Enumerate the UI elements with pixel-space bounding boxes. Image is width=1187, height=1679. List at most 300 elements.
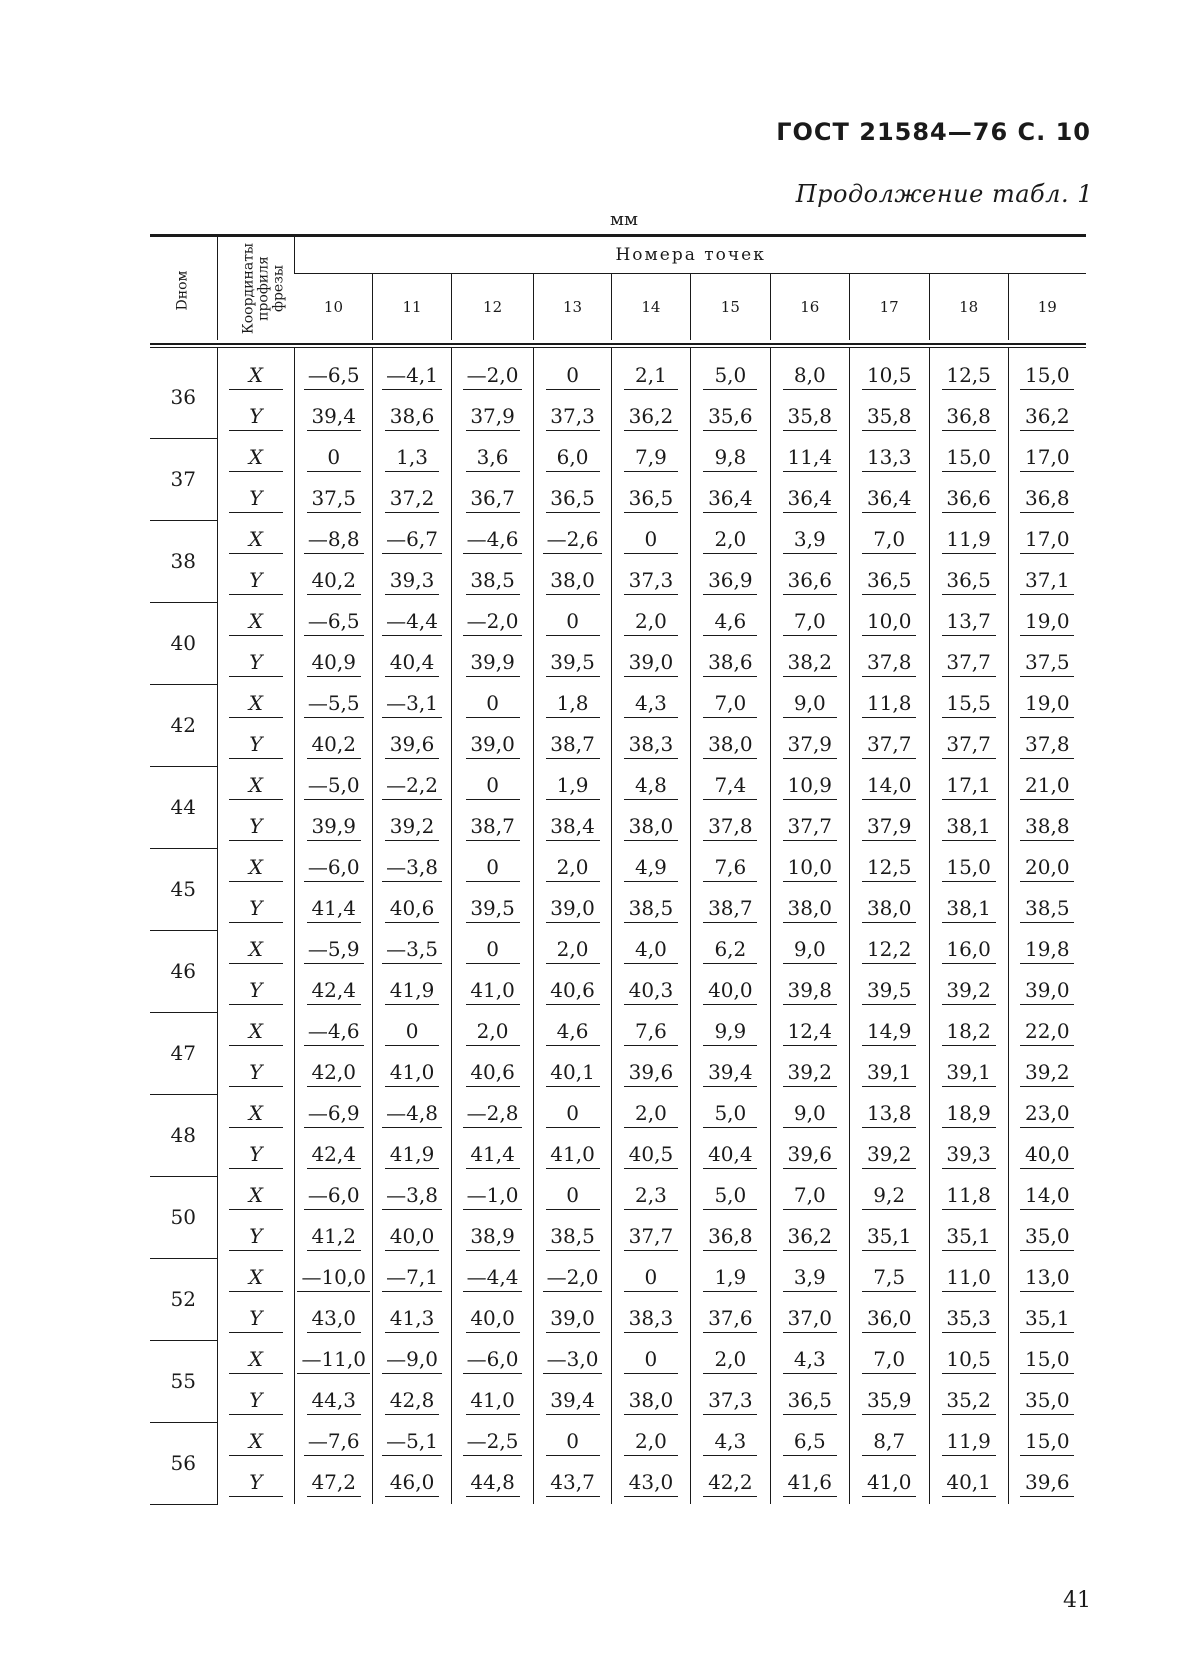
value-cell: [373, 725, 452, 766]
value-text: 14,9: [862, 1019, 916, 1046]
value-text: 37,3: [624, 568, 678, 595]
value-cell: [1008, 397, 1086, 438]
value-cell: [849, 766, 929, 807]
value-cell: [452, 1299, 534, 1340]
value-cell: [770, 766, 849, 807]
value-text: 17,1: [942, 773, 996, 800]
coordinate-label: X: [229, 363, 283, 390]
coordinate-label: X: [229, 691, 283, 718]
header-coordinate: Координаты профиля фрезы: [217, 237, 295, 340]
coordinate-x-cell: [217, 766, 295, 807]
value-text: 39,0: [546, 896, 600, 923]
value-text: 13,3: [862, 445, 916, 472]
d-nominal-cell: 40: [150, 602, 217, 684]
value-cell: [534, 561, 612, 602]
value-cell: [452, 971, 534, 1012]
value-cell: [849, 1422, 929, 1463]
value-cell: [295, 1012, 373, 1053]
value-text: 37,9: [466, 404, 520, 431]
value-cell: [295, 397, 373, 438]
value-text: 17,0: [1020, 527, 1074, 554]
value-cell: [690, 1176, 770, 1217]
value-cell: [534, 348, 612, 397]
value-text: 36,5: [862, 568, 916, 595]
value-text: 4,3: [624, 691, 678, 718]
value-text: 41,4: [466, 1142, 520, 1169]
value-text: 38,0: [624, 1388, 678, 1415]
value-cell: [690, 930, 770, 971]
value-text: 7,4: [703, 773, 757, 800]
value-text: 9,0: [783, 1101, 837, 1128]
coordinate-label: X: [229, 1347, 283, 1374]
value-cell: [1008, 643, 1086, 684]
value-cell: [373, 643, 452, 684]
coordinate-x-cell: [217, 1258, 295, 1299]
value-cell: [373, 520, 452, 561]
header-point-numbers: Номера точек: [295, 237, 1086, 274]
value-cell: [770, 1094, 849, 1135]
value-text: 37,7: [942, 732, 996, 759]
value-text: 47,2: [307, 1470, 361, 1497]
value-text: 37,3: [546, 404, 600, 431]
value-text: —6,9: [304, 1101, 364, 1128]
value-cell: [1008, 1217, 1086, 1258]
table-row: [150, 1135, 1086, 1176]
value-cell: [849, 397, 929, 438]
value-text: 9,9: [703, 1019, 757, 1046]
value-cell: [295, 1217, 373, 1258]
value-text: 39,6: [624, 1060, 678, 1087]
coordinate-label: Y: [229, 568, 282, 595]
value-cell: [295, 1094, 373, 1135]
value-cell: [373, 479, 452, 520]
value-cell: [373, 766, 452, 807]
value-text: 6,5: [783, 1429, 837, 1456]
value-text: 0: [466, 855, 520, 882]
value-text: —2,0: [543, 1265, 603, 1292]
value-text: 11,0: [942, 1265, 996, 1292]
point-number-header: 10: [323, 298, 344, 316]
value-cell: [690, 848, 770, 889]
value-cell: [611, 684, 690, 725]
value-cell: [929, 684, 1008, 725]
table-row: [150, 479, 1086, 520]
value-text: 38,0: [783, 896, 837, 923]
value-text: 39,0: [624, 650, 678, 677]
value-cell: [929, 1094, 1008, 1135]
value-text: 36,4: [703, 486, 757, 513]
value-text: 19,0: [1020, 609, 1074, 636]
value-text: 42,8: [385, 1388, 439, 1415]
value-cell: [690, 643, 770, 684]
value-text: 10,9: [783, 773, 837, 800]
value-cell: [373, 602, 452, 643]
value-text: 39,5: [466, 896, 520, 923]
point-number-header: 12: [452, 274, 534, 341]
value-text: 36,2: [1020, 404, 1074, 431]
value-cell: [452, 1094, 534, 1135]
value-cell: [929, 1340, 1008, 1381]
d-nominal-cell: 37: [150, 438, 217, 520]
value-cell: [929, 1053, 1008, 1094]
value-text: 35,1: [942, 1224, 996, 1251]
table-header: [150, 237, 1086, 340]
value-cell: [770, 479, 849, 520]
value-cell: [534, 684, 612, 725]
value-text: 37,7: [624, 1224, 678, 1251]
value-text: 2,0: [466, 1019, 520, 1046]
value-text: 38,9: [466, 1224, 520, 1251]
value-text: 41,0: [546, 1142, 600, 1169]
value-cell: [452, 1422, 534, 1463]
value-cell: [849, 930, 929, 971]
value-text: 39,6: [385, 732, 439, 759]
value-text: 35,1: [862, 1224, 916, 1251]
coordinate-label: Y: [229, 1306, 282, 1333]
value-text: —9,0: [382, 1347, 442, 1374]
value-text: 36,5: [624, 486, 678, 513]
value-cell: [373, 889, 452, 930]
value-cell: [373, 561, 452, 602]
coordinate-label: Y: [229, 1224, 282, 1251]
value-cell: [373, 397, 452, 438]
value-text: 14,0: [1020, 1183, 1074, 1210]
value-cell: [770, 643, 849, 684]
point-number-header: 17: [849, 274, 929, 341]
coordinate-x-cell: [217, 1094, 295, 1135]
value-cell: [929, 348, 1008, 397]
value-cell: [1008, 971, 1086, 1012]
value-cell: [452, 848, 534, 889]
value-cell: [690, 1463, 770, 1504]
value-cell: [373, 438, 452, 479]
table-row: [150, 438, 1086, 479]
value-text: 2,0: [703, 527, 757, 554]
value-cell: [690, 889, 770, 930]
value-text: 0: [307, 445, 361, 472]
value-cell: [295, 1340, 373, 1381]
table-row: [150, 561, 1086, 602]
value-cell: [452, 479, 534, 520]
value-cell: [690, 1094, 770, 1135]
coordinate-label: Y: [229, 486, 282, 513]
value-text: 15,0: [942, 855, 996, 882]
value-text: 7,5: [862, 1265, 916, 1292]
value-cell: [770, 1217, 849, 1258]
value-cell: [452, 520, 534, 561]
value-text: 3,9: [783, 527, 837, 554]
value-text: 41,3: [385, 1306, 439, 1333]
value-text: 40,6: [546, 978, 600, 1005]
value-cell: [611, 1135, 690, 1176]
coordinate-x-cell: [217, 930, 295, 971]
value-text: 2,0: [624, 609, 678, 636]
point-number-header: 19: [1008, 274, 1086, 341]
value-cell: [849, 1217, 929, 1258]
value-cell: [452, 1258, 534, 1299]
value-text: —2,0: [463, 363, 523, 390]
value-text: 16,0: [942, 937, 996, 964]
value-text: 41,0: [466, 1388, 520, 1415]
value-cell: [534, 643, 612, 684]
value-text: 14,0: [862, 773, 916, 800]
value-text: 38,8: [1020, 814, 1074, 841]
value-cell: [452, 766, 534, 807]
value-cell: [1008, 684, 1086, 725]
value-text: 44,8: [466, 1470, 520, 1497]
value-cell: [611, 520, 690, 561]
table-row: [150, 1299, 1086, 1340]
value-cell: [1008, 348, 1086, 397]
value-cell: [611, 1299, 690, 1340]
coordinate-label: Y: [229, 1142, 282, 1169]
value-cell: [1008, 766, 1086, 807]
value-text: 38,5: [624, 896, 678, 923]
value-text: 2,0: [703, 1347, 757, 1374]
value-text: 4,0: [624, 937, 678, 964]
value-text: 36,7: [466, 486, 520, 513]
value-text: 39,9: [307, 814, 361, 841]
value-text: 39,6: [1020, 1470, 1074, 1497]
value-cell: [770, 1422, 849, 1463]
value-text: 2,3: [624, 1183, 678, 1210]
value-text: 15,0: [1020, 1347, 1074, 1374]
value-cell: [295, 848, 373, 889]
value-text: —8,8: [304, 527, 364, 554]
value-cell: [611, 807, 690, 848]
coordinate-y-cell: [217, 1053, 295, 1094]
value-cell: [373, 1053, 452, 1094]
value-cell: [534, 1258, 612, 1299]
value-cell: [929, 807, 1008, 848]
value-text: 35,0: [1020, 1388, 1074, 1415]
value-cell: [770, 1258, 849, 1299]
value-text: 7,0: [783, 1183, 837, 1210]
value-text: —2,6: [543, 527, 603, 554]
value-text: 15,5: [942, 691, 996, 718]
value-cell: [849, 1258, 929, 1299]
value-text: 36,6: [942, 486, 996, 513]
value-cell: [770, 848, 849, 889]
value-text: 42,0: [307, 1060, 361, 1087]
coordinate-y-cell: [217, 725, 295, 766]
value-cell: [849, 1053, 929, 1094]
value-cell: [534, 1135, 612, 1176]
value-text: —4,8: [382, 1101, 442, 1128]
point-number-header: 16: [770, 274, 849, 341]
value-cell: [611, 602, 690, 643]
coordinate-x-cell: [217, 1422, 295, 1463]
coordinate-label: Y: [229, 650, 282, 677]
value-cell: [373, 1176, 452, 1217]
value-text: —10,0: [297, 1265, 370, 1292]
value-text: 40,1: [546, 1060, 600, 1087]
value-cell: [534, 807, 612, 848]
value-cell: [452, 397, 534, 438]
value-text: 39,1: [942, 1060, 996, 1087]
coordinate-x-cell: [217, 602, 295, 643]
table-row: [150, 520, 1086, 561]
value-text: 39,2: [385, 814, 439, 841]
value-text: 0: [466, 937, 520, 964]
value-text: 38,5: [466, 568, 520, 595]
value-cell: [929, 971, 1008, 1012]
page-number: 41: [1063, 1588, 1091, 1613]
value-text: 9,2: [862, 1183, 916, 1210]
value-text: 38,1: [942, 896, 996, 923]
table-continuation-caption: Продолжение табл. 1: [795, 180, 1093, 208]
value-text: 37,3: [703, 1388, 757, 1415]
value-cell: [929, 766, 1008, 807]
value-cell: [690, 1299, 770, 1340]
value-text: 36,6: [783, 568, 837, 595]
value-cell: [611, 438, 690, 479]
value-cell: [1008, 1094, 1086, 1135]
value-text: 38,6: [385, 404, 439, 431]
value-cell: [295, 971, 373, 1012]
value-text: 38,0: [862, 896, 916, 923]
d-nominal-cell: 55: [150, 1340, 217, 1422]
value-text: 40,0: [385, 1224, 439, 1251]
value-cell: [295, 438, 373, 479]
value-cell: [690, 684, 770, 725]
value-text: 36,5: [942, 568, 996, 595]
coordinate-y-cell: [217, 971, 295, 1012]
coordinate-label: X: [229, 609, 283, 636]
value-cell: [1008, 807, 1086, 848]
value-cell: [690, 1135, 770, 1176]
value-cell: [295, 930, 373, 971]
value-text: 5,0: [703, 1183, 757, 1210]
value-text: 4,3: [783, 1347, 837, 1374]
value-cell: [373, 1217, 452, 1258]
value-cell: [849, 889, 929, 930]
value-text: —3,1: [382, 691, 442, 718]
value-text: 10,0: [862, 609, 916, 636]
coordinate-x-cell: [217, 438, 295, 479]
value-cell: [849, 1176, 929, 1217]
value-text: 0: [546, 1183, 600, 1210]
value-text: 38,3: [624, 732, 678, 759]
value-cell: [929, 1258, 1008, 1299]
value-cell: [373, 1463, 452, 1504]
value-cell: [929, 397, 1008, 438]
coordinate-label: X: [229, 855, 283, 882]
value-cell: [929, 1381, 1008, 1422]
value-cell: [452, 725, 534, 766]
value-text: 41,6: [783, 1470, 837, 1497]
value-cell: [611, 1463, 690, 1504]
value-cell: [611, 848, 690, 889]
value-cell: [611, 1422, 690, 1463]
value-cell: [534, 930, 612, 971]
value-cell: [849, 1012, 929, 1053]
header-d-nominal: Dном: [174, 270, 191, 311]
value-cell: [770, 1135, 849, 1176]
value-text: 1,9: [703, 1265, 757, 1292]
table-row: [150, 971, 1086, 1012]
value-text: 11,9: [942, 1429, 996, 1456]
value-cell: [611, 1381, 690, 1422]
value-text: —5,1: [382, 1429, 442, 1456]
table-row: [150, 1381, 1086, 1422]
value-text: 0: [546, 363, 600, 390]
value-text: 23,0: [1020, 1101, 1074, 1128]
value-text: 10,5: [862, 363, 916, 390]
value-text: 42,2: [703, 1470, 757, 1497]
value-text: 38,2: [783, 650, 837, 677]
table-row: [150, 1094, 1086, 1135]
value-text: —3,8: [382, 855, 442, 882]
value-cell: [452, 889, 534, 930]
value-text: 40,6: [385, 896, 439, 923]
value-cell: [929, 889, 1008, 930]
d-nominal-cell: 36: [150, 348, 217, 438]
value-text: 7,0: [862, 1347, 916, 1374]
value-text: 1,9: [546, 773, 600, 800]
value-cell: [373, 1094, 452, 1135]
value-cell: [611, 725, 690, 766]
value-cell: [534, 520, 612, 561]
value-cell: [1008, 1463, 1086, 1504]
value-text: 39,6: [783, 1142, 837, 1169]
value-cell: [534, 1094, 612, 1135]
value-text: 39,9: [466, 650, 520, 677]
value-text: 15,0: [1020, 1429, 1074, 1456]
value-text: 39,2: [942, 978, 996, 1005]
value-text: 36,8: [703, 1224, 757, 1251]
table-row: [150, 1258, 1086, 1299]
value-cell: [611, 348, 690, 397]
value-text: —2,2: [382, 773, 442, 800]
value-cell: [849, 1340, 929, 1381]
value-cell: [452, 684, 534, 725]
coordinate-label: Y: [229, 1060, 282, 1087]
value-text: 0: [624, 1347, 678, 1374]
table-row: [150, 1340, 1086, 1381]
value-text: 4,6: [546, 1019, 600, 1046]
value-text: 44,3: [307, 1388, 361, 1415]
value-text: —4,4: [382, 609, 442, 636]
coordinate-x-cell: [217, 520, 295, 561]
value-cell: [534, 602, 612, 643]
value-text: 39,1: [862, 1060, 916, 1087]
value-text: 9,0: [783, 691, 837, 718]
value-cell: [929, 1217, 1008, 1258]
value-cell: [295, 889, 373, 930]
value-cell: [770, 561, 849, 602]
value-cell: [295, 807, 373, 848]
value-cell: [534, 1381, 612, 1422]
value-cell: [849, 1135, 929, 1176]
value-text: 36,8: [942, 404, 996, 431]
value-text: 2,0: [546, 855, 600, 882]
value-cell: [770, 1053, 849, 1094]
value-cell: [534, 479, 612, 520]
value-cell: [1008, 1381, 1086, 1422]
value-cell: [770, 520, 849, 561]
coordinate-label: X: [229, 773, 283, 800]
value-cell: [849, 479, 929, 520]
value-cell: [611, 1176, 690, 1217]
value-cell: [1008, 1299, 1086, 1340]
coordinate-label: X: [229, 1429, 283, 1456]
value-cell: [929, 848, 1008, 889]
value-text: —6,5: [304, 363, 364, 390]
table-row: [150, 725, 1086, 766]
value-text: 0: [546, 609, 600, 636]
table-body: [150, 348, 1086, 1505]
